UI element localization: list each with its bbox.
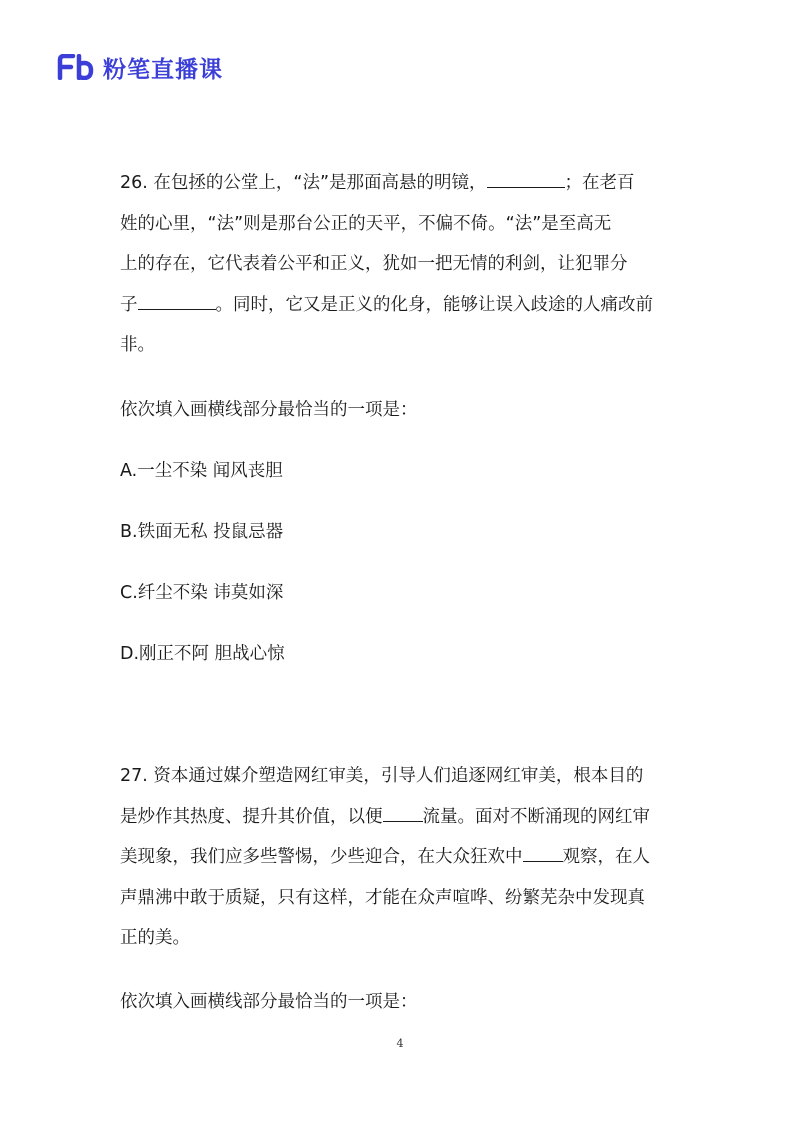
option-c: C.纤尘不染 讳莫如深 [120,583,284,603]
brand-name: 粉笔直播课 [103,56,223,83]
question-27-prompt: 依次填入画横线部分最恰当的一项是： [120,992,418,1012]
question-27 [120,756,690,959]
question-27-stem [120,756,690,959]
brand-logo [57,52,223,82]
stem-line: 27. 资本通过媒介塑造网红审美，引导人们追逐网红审美，根本目的 [120,766,644,786]
question-26-stem [120,163,690,366]
fb-logo-icon [57,54,95,80]
fill-blank [523,841,563,862]
stem-line: 上的存在，它代表着公平和正义，犹如一把无情的利剑，让犯罪分 [120,254,628,274]
fill-blank [487,167,565,188]
question-26 [120,163,690,366]
fill-blank [138,289,216,310]
stem-line: 声鼎沸中敢于质疑，只有这样，才能在众声喧哗、纷繁芜杂中发现真 [120,887,645,908]
page-number: 4 [396,1037,404,1050]
stem-line: 美现象，我们应多些警惕，少些迎合，在大众狂欢中 观察，在人 [120,837,690,878]
question-26-prompt: 依次填入画横线部分最恰当的一项是： [120,400,418,420]
stem-line: 正的美。 [120,928,190,948]
stem-line: 子 。同时，它又是正义的化身，能够让误入歧途的人痛改前 [120,285,690,326]
option-d: D.刚正不阿 胆战心惊 [120,644,285,664]
stem-line: 26. 在包拯的公堂上，“法”是那面高悬的明镜， ；在老百 [120,163,690,204]
option-b: B.铁面无私 投鼠忌器 [120,522,284,542]
stem-line: 姓的心里，“法”则是那台公正的天平，不偏不倚。“法”是至高无 [120,213,612,234]
option-a: A.一尘不染 闻风丧胆 [120,461,283,481]
stem-line: 非。 [120,335,155,355]
stem-line: 是炒作其热度、提升其价值，以便 流量。面对不断涌现的网红审 [120,797,690,838]
fill-blank [383,801,423,822]
